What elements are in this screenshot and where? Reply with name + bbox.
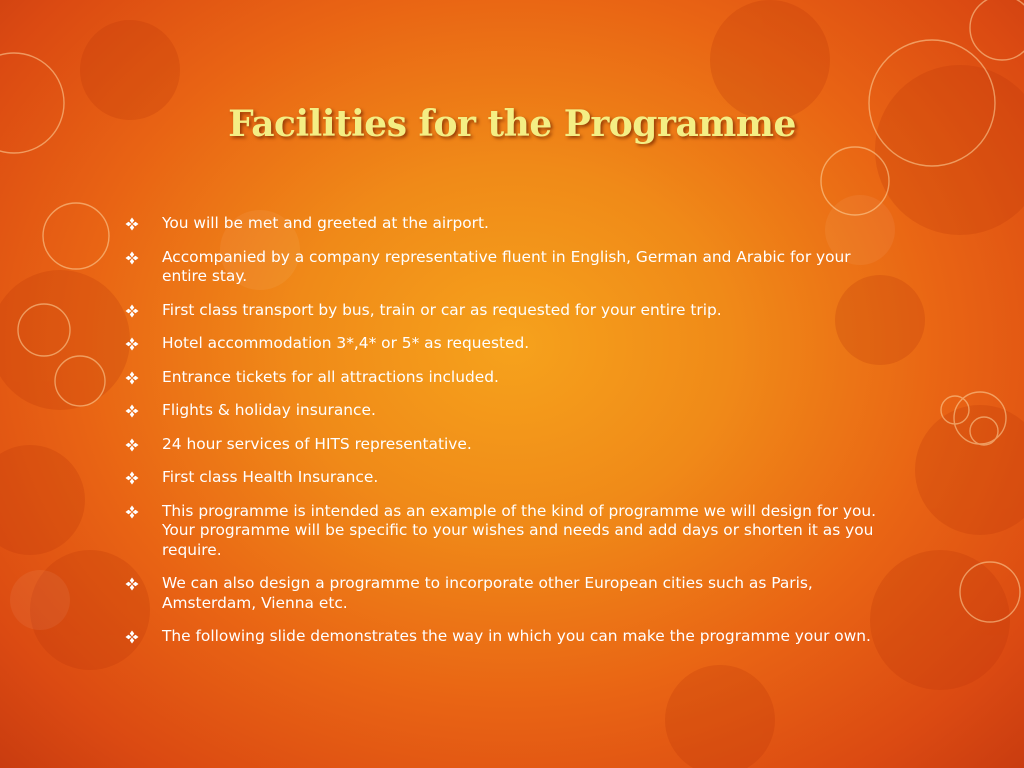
list-item: [125, 468, 895, 488]
bullet-text: 24 hour services of HITS representative.: [162, 434, 472, 453]
four-diamond-bullet-icon: [125, 630, 139, 644]
bullet-text: First class Health Insurance.: [162, 468, 379, 486]
four-diamond-bullet-icon: [125, 471, 139, 485]
four-diamond-bullet-icon: [125, 577, 139, 591]
bullet-text: This programme is intended as an example of the kind of programme we will design for you. Your programme will be specific to your wishes and needs and add days or shorten it as you require.: [162, 501, 877, 559]
bullet-text: Accompanied by a company representative fluent in English, German and Arabic for your entire stay.: [162, 247, 851, 285]
bullet-text: We can also design a programme to incorporate other European cities such as Paris, Amsterdam, Vienna etc.: [162, 574, 813, 612]
slide-title: Facilities for the Programme: [228, 103, 796, 145]
bullet-list: [125, 214, 895, 661]
bullet-text: You will be met and greeted at the airport.: [162, 214, 489, 232]
four-diamond-bullet-icon: [125, 371, 139, 385]
four-diamond-bullet-icon: [125, 404, 139, 418]
list-item: [125, 574, 895, 613]
list-item: [125, 301, 895, 321]
four-diamond-bullet-icon: [125, 505, 139, 519]
bullet-text: Hotel accommodation 3*,4* or 5* as requested.: [162, 334, 530, 352]
list-item: [125, 502, 895, 561]
list-item: [125, 401, 895, 421]
list-item: [125, 435, 895, 455]
list-item: [125, 214, 895, 234]
bullet-text: Flights & holiday insurance.: [162, 401, 376, 419]
bullet-text: First class transport by bus, train or car as requested for your entire trip.: [162, 300, 722, 319]
bullet-text: Entrance tickets for all attractions included.: [162, 367, 499, 386]
bullet-text: The following slide demonstrates the way in which you can make the programme your own.: [162, 627, 871, 645]
list-item: [125, 368, 895, 388]
four-diamond-bullet-icon: [125, 217, 139, 231]
list-item: [125, 248, 895, 287]
four-diamond-bullet-icon: [125, 438, 139, 452]
four-diamond-bullet-icon: [125, 251, 139, 265]
four-diamond-bullet-icon: [125, 337, 139, 351]
list-item: [125, 627, 895, 647]
list-item: [125, 334, 895, 354]
four-diamond-bullet-icon: [125, 304, 139, 318]
